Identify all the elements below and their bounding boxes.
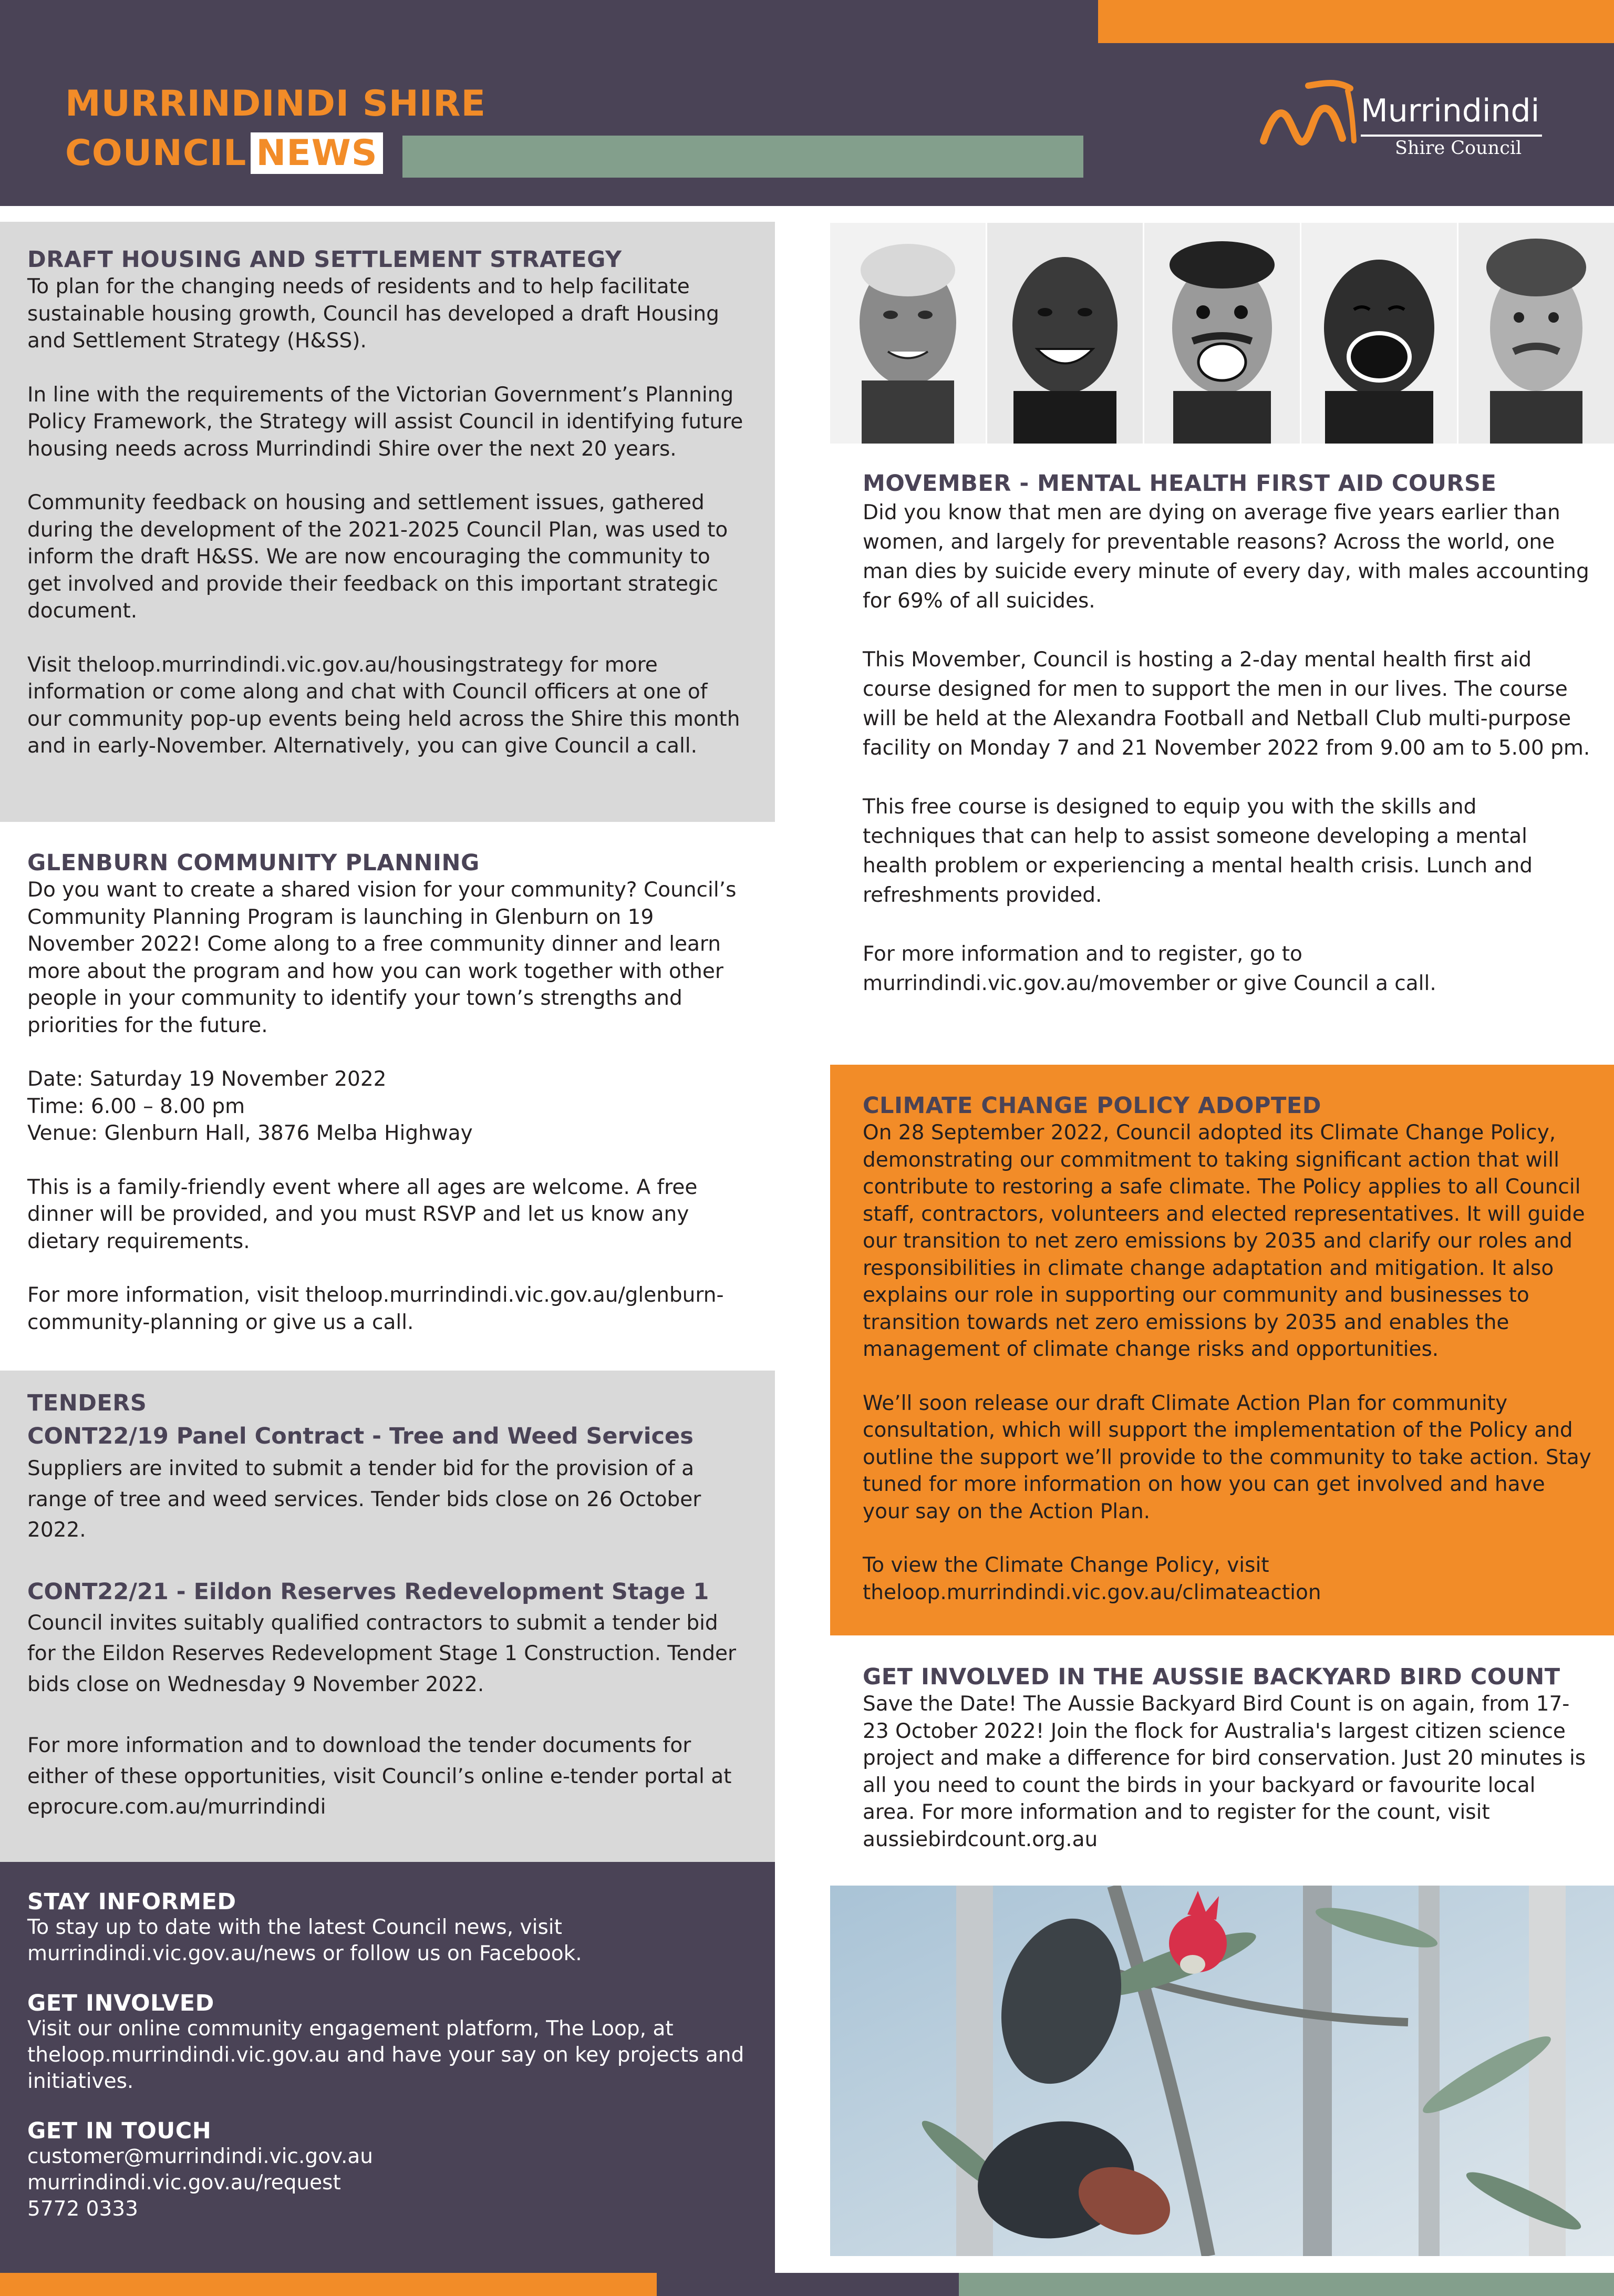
glenburn-heading: GLENBURN COMMUNITY PLANNING xyxy=(27,850,480,876)
contact-phone: 5772 0333 xyxy=(27,2197,138,2221)
logo-wordmark: Murrindindi xyxy=(1361,92,1540,129)
movember-section xyxy=(830,456,1614,1055)
boomerang-logo-icon xyxy=(1258,67,1363,172)
housing-paragraph-4: Visit theloop.murrindindi.vic.gov.au/housingstrategy for more information or come along and chat with Council officers at one of our community pop-up events being held across the Shire this month and in early-November. Alternatively, you can give Council a call. xyxy=(27,653,740,758)
bird-count-paragraph: Save the Date! The Aussie Backyard Bird Count is on again, from 17-23 October 2022! Join the flock for Australia's largest citizen science project and make a difference for bird conservation. Just 20 minutes is all you need to count the birds in your backyard or favourite local area. For more information and to register for the count, visit aussiebirdcount.org.au xyxy=(863,1692,1586,1851)
footer-green-bar xyxy=(959,2273,1614,2296)
portrait-1-image xyxy=(830,223,986,444)
cockatoo-image xyxy=(830,1886,1614,2256)
get-involved-text: Visit our online community engagement platform, The Loop, at theloop.murrindindi.vic.gov.au and have your say on key projects and initiatives. xyxy=(27,2017,744,2093)
portrait-2-image xyxy=(987,223,1143,444)
tender-1-title: CONT22/19 Panel Contract - Tree and Weed Services xyxy=(27,1423,694,1449)
masthead-title-news: NEWS xyxy=(251,132,382,174)
get-involved-heading: GET INVOLVED xyxy=(27,1990,214,2016)
stay-informed-heading: STAY INFORMED xyxy=(27,1889,236,1915)
housing-paragraph-1: To plan for the changing needs of residents and to help facilitate sustainable housing growth, Council has developed a draft Housing and Settlement Strategy (H&SS). xyxy=(27,275,719,353)
portrait-4 xyxy=(1301,223,1458,444)
glenburn-paragraph-3: For more information, visit theloop.murrindindi.vic.gov.au/glenburn-community-planning or give us a call. xyxy=(27,1283,724,1334)
movember-heading: MOVEMBER - MENTAL HEALTH FIRST AID COURSE xyxy=(863,470,1497,497)
glenburn-planning-section xyxy=(0,841,775,1361)
glenburn-date: Date: Saturday 19 November 2022 xyxy=(27,1067,387,1091)
masthead-green-bar xyxy=(402,136,1083,178)
tender-1-text: Suppliers are invited to submit a tender bid for the provision of a range of tree and weed services. Tender bids close on 26 October 2022. xyxy=(27,1457,701,1542)
tenders-heading: TENDERS xyxy=(27,1390,147,1416)
climate-paragraph-3: To view the Climate Change Policy, visit theloop.murrindindi.vic.gov.au/climateaction xyxy=(863,1553,1321,1604)
movember-portraits xyxy=(830,223,1614,444)
footer-dark-bar xyxy=(657,2273,959,2296)
logo-divider xyxy=(1361,135,1542,137)
portrait-5 xyxy=(1458,223,1614,444)
bird-count-section xyxy=(830,1663,1614,1873)
masthead-title-line1: MURRINDINDI SHIRE xyxy=(65,83,486,125)
stay-informed-text: To stay up to date with the latest Council news, visit murrindindi.vic.gov.au/news or follow us on Facebook. xyxy=(27,1916,582,1965)
glenburn-venue: Venue: Glenburn Hall, 3876 Melba Highway xyxy=(27,1121,473,1145)
housing-heading: DRAFT HOUSING AND SETTLEMENT STRATEGY xyxy=(27,246,622,273)
masthead-title-council: COUNCIL xyxy=(65,132,247,174)
masthead-accent-bar xyxy=(1098,0,1614,43)
tenders-section xyxy=(0,1371,775,1862)
contact-request-link[interactable]: murrindindi.vic.gov.au/request xyxy=(27,2171,341,2195)
contact-email[interactable]: customer@murrindindi.vic.gov.au xyxy=(27,2145,374,2168)
bird-count-heading: GET INVOLVED IN THE AUSSIE BACKYARD BIRD COUNT xyxy=(863,1664,1560,1690)
portrait-2 xyxy=(987,223,1144,444)
portrait-5-image xyxy=(1458,223,1614,444)
portrait-1 xyxy=(830,223,987,444)
gang-gang-cockatoo-photo xyxy=(830,1886,1614,2256)
climate-paragraph-1: On 28 September 2022, Council adopted its Climate Change Policy, demonstrating our commitment to taking significant action that will contribute to restoring a safe climate. The Policy applies to all Council staff, contractors, volunteers and elected representatives. It will guide our transition to net zero emissions by 2035 and clarify our roles and responsibilities in climate change adaptation and mitigation. It also explains our role in supporting our community and businesses to transition towards net zero emissions by 2035 and enables the management of climate change risks and opportunities. xyxy=(863,1121,1585,1361)
glenburn-paragraph-1: Do you want to create a shared vision for your community? Council’s Community Planning Program is launching in Glenburn on 19 November 2022! Come along to a free community dinner and learn more about the program and how you can work together with other people in your community to identify your town’s strengths and priorities for the future. xyxy=(27,878,737,1037)
portrait-3 xyxy=(1144,223,1301,444)
portrait-3-image xyxy=(1144,223,1300,444)
housing-strategy-section xyxy=(0,222,775,822)
movember-paragraph-2: This Movember, Council is hosting a 2-day mental health first aid course designed for men to support the men in our lives. The course will be held at the Alexandra Football and Netball Club multi-purpose facility on Monday 7 and 21 November 2022 from 9.00 am to 5.00 pm. xyxy=(863,648,1590,760)
movember-paragraph-3: This free course is designed to equip you with the skills and techniques that can help to assist someone developing a mental health problem or experiencing a mental health crisis. Lunch and refreshments provided. xyxy=(863,795,1533,907)
footer-orange-bar xyxy=(0,2273,657,2296)
contact-section xyxy=(0,1862,775,2273)
logo-subtitle: Shire Council xyxy=(1395,138,1522,159)
portrait-4-image xyxy=(1301,223,1457,444)
climate-paragraph-2: We’ll soon release our draft Climate Action Plan for community consultation, which will support the implementation of the Policy and outline the support we’ll provide to the community to take action. Stay tuned for more information on how you can get involved and have your say on the Action Plan. xyxy=(863,1391,1591,1523)
get-in-touch-heading: GET IN TOUCH xyxy=(27,2118,212,2144)
tenders-more-info: For more information and to download the tender documents for either of these opportunities, visit Council’s online e-tender portal at eprocure.com.au/murrindindi xyxy=(27,1734,732,1819)
housing-paragraph-2: In line with the requirements of the Victorian Government’s Planning Policy Framework, the Strategy will assist Council in identifying future housing needs across Murrindindi Shire over the next 20 years. xyxy=(27,383,743,461)
movember-paragraph-4: For more information and to register, go to murrindindi.vic.gov.au/movember or give Council a call. xyxy=(863,942,1436,995)
masthead-title-line2 xyxy=(65,132,383,174)
movember-paragraph-1: Did you know that men are dying on average five years earlier than women, and largely for preventable reasons? Across the world, one man dies by suicide every minute of every day, with males accounting for 69% of all suicides. xyxy=(863,501,1589,613)
tender-2-text: Council invites suitably qualified contractors to submit a tender bid for the Eildon Reserves Redevelopment Stage 1 Construction. Tender bids close on Wednesday 9 November 2022. xyxy=(27,1611,737,1696)
climate-heading: CLIMATE CHANGE POLICY ADOPTED xyxy=(863,1093,1321,1119)
climate-policy-section xyxy=(830,1065,1614,1635)
glenburn-time: Time: 6.00 – 8.00 pm xyxy=(27,1094,245,1118)
housing-paragraph-3: Community feedback on housing and settlement issues, gathered during the development of the 2021-2025 Council Plan, was used to inform the draft H&SS. We are now encouraging the community to get involved and provide their feedback on this important strategic document. xyxy=(27,491,728,623)
glenburn-paragraph-2: This is a family-friendly event where all ages are welcome. A free dinner will be provided, and you must RSVP and let us know any dietary requirements. xyxy=(27,1175,698,1253)
tender-2-title: CONT22/21 - Eildon Reserves Redevelopment Stage 1 xyxy=(27,1578,709,1605)
